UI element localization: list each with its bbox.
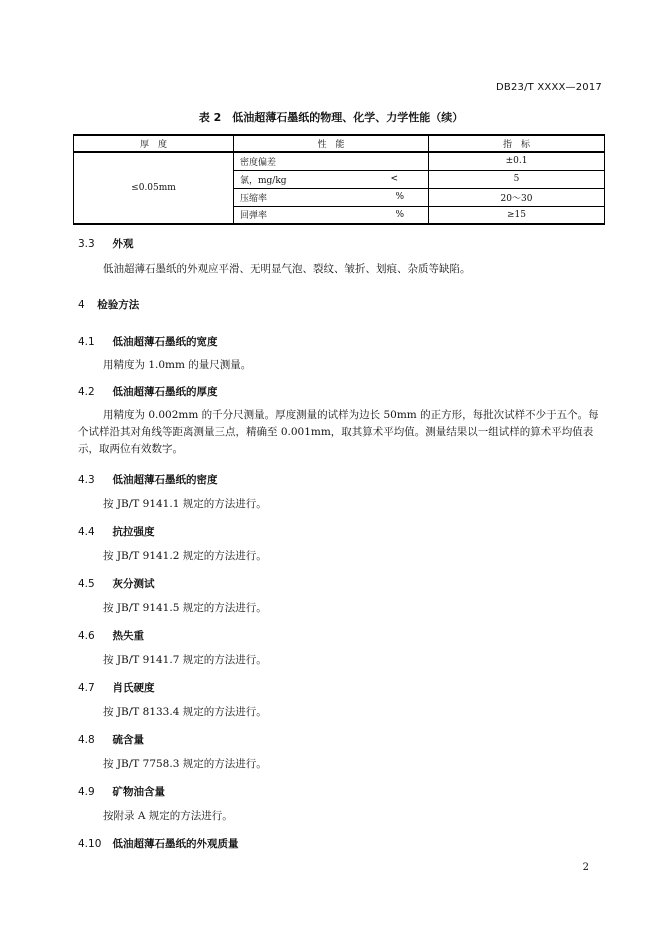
property-unit: <	[390, 173, 398, 184]
section-body: 按附录 A 规定的方法进行。	[103, 810, 233, 822]
section-heading: 4.9 矿物油含量	[78, 786, 165, 798]
property-label: 回弹率	[240, 211, 268, 222]
property-cell	[234, 170, 429, 188]
document-code: DB23/T XXXX—2017	[496, 82, 602, 93]
section-body: 按 JB/T 9141.1 规定的方法进行。	[103, 498, 267, 510]
section-heading: 3.3 外观	[78, 238, 134, 250]
property-label: 密度偏差	[240, 157, 277, 168]
section-heading: 4.7 肖氏硬度	[78, 682, 155, 694]
property-unit: %	[395, 191, 404, 202]
header-property: 性 能	[234, 135, 429, 152]
thickness-cell: ≤0.05mm	[74, 152, 234, 224]
table-title: 表 2 低油超薄石墨纸的物理、化学、力学性能（续）	[198, 111, 464, 124]
header-thickness: 厚 度	[74, 135, 234, 152]
section-heading: 4.10 低油超薄石墨纸的外观质量	[78, 838, 239, 850]
properties-table	[73, 134, 605, 225]
section-heading: 4.3 低油超薄石墨纸的密度	[78, 474, 218, 486]
property-label: 氯，mg/kg	[240, 175, 287, 186]
property-cell	[234, 206, 429, 224]
header-spec: 指 标	[429, 135, 605, 152]
section-body: 用精度为 1.0mm 的量尺测量。	[103, 359, 252, 371]
section-body: 按 JB/T 9141.2 规定的方法进行。	[103, 550, 267, 562]
section-body: 按 JB/T 8133.4 规定的方法进行。	[103, 706, 267, 718]
property-cell	[234, 188, 429, 206]
chapter-heading: 4 检验方法	[78, 299, 140, 311]
section-heading: 4.5 灰分测试	[78, 578, 155, 590]
section-body: 低油超薄石墨纸的外观应平滑、无明显气泡、裂纹、皱折、划痕、杂质等缺陷。	[103, 263, 471, 275]
section-body: 按 JB/T 7758.3 规定的方法进行。	[103, 758, 267, 770]
section-heading: 4.1 低油超薄石墨纸的宽度	[78, 336, 218, 348]
section-body: 用精度为 0.002mm 的千分尺测量。厚度测量的试样为边长 50mm 的正方形，每批次试样不少于五个。每个试样沿其对角线等距离测量三点，精确至 0.001mm，取其算术平均值。测量结果以一组试样的算术平均值表示，取两位有效数字。	[78, 409, 599, 455]
spec-cell: 5	[429, 170, 605, 188]
property-cell	[234, 152, 429, 170]
property-label: 压缩率	[240, 193, 268, 204]
section-heading: 4.8 硫含量	[78, 734, 144, 746]
table-row	[74, 152, 605, 170]
section-body: 按 JB/T 9141.5 规定的方法进行。	[103, 602, 267, 614]
spec-cell: ±0.1	[429, 152, 605, 170]
table-header-row	[74, 135, 605, 152]
section-heading: 4.4 抗拉强度	[78, 526, 155, 538]
section-body: 按 JB/T 9141.7 规定的方法进行。	[103, 654, 267, 666]
section-heading: 4.6 热失重	[78, 630, 144, 642]
page-number: 2	[582, 862, 589, 873]
spec-cell: ≥15	[429, 206, 605, 224]
spec-cell: 20～30	[429, 188, 605, 206]
property-unit: %	[395, 209, 404, 220]
section-heading: 4.2 低油超薄石墨纸的厚度	[78, 386, 218, 398]
